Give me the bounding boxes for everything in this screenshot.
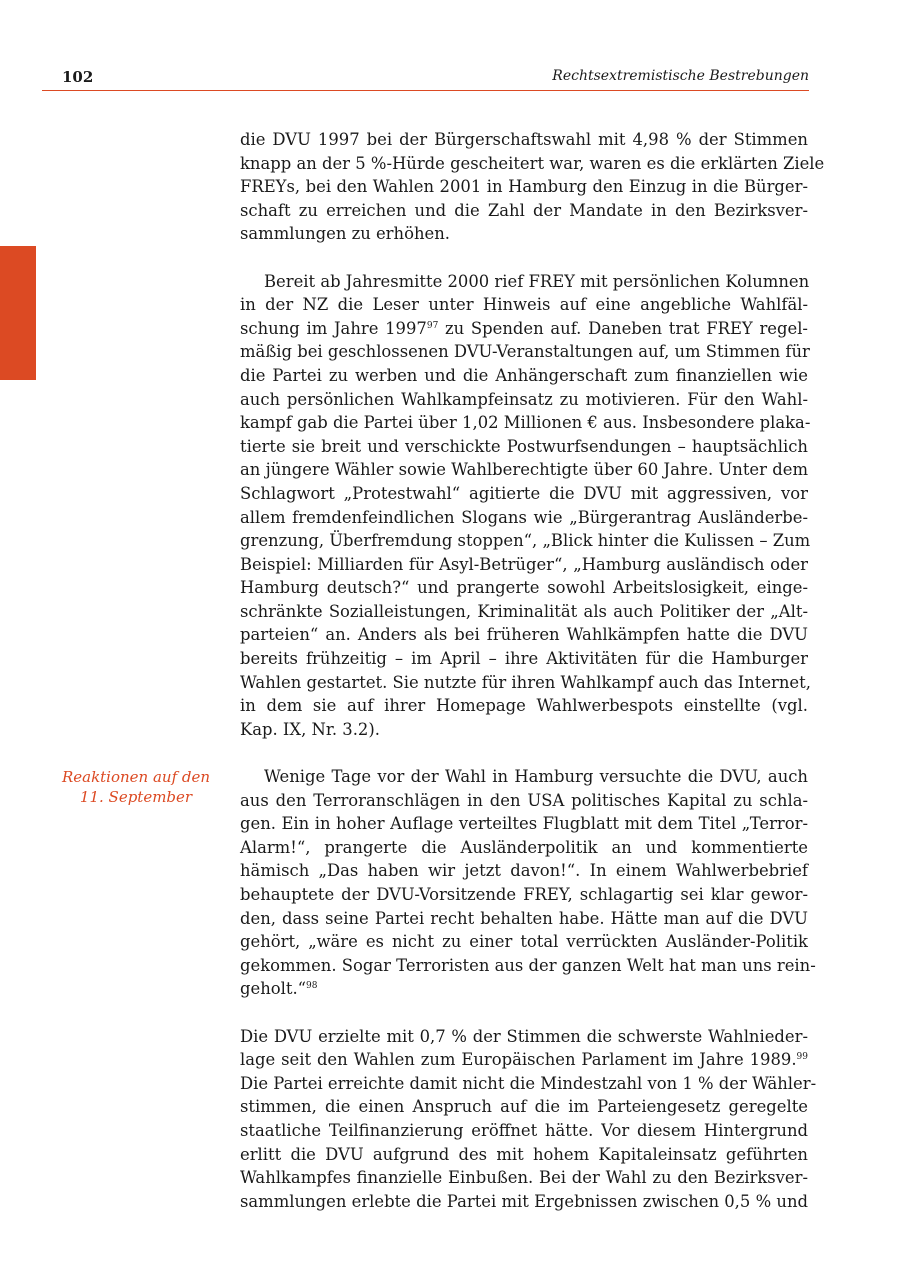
text-fragment: zu Spenden auf. Daneben trat FREY regel- bbox=[438, 318, 808, 338]
text-line: Die Partei erreichte damit nicht die Mindestzahl von 1 % der Wähler- bbox=[240, 1073, 817, 1093]
text-line: schaft zu erreichen und die Zahl der Mandate in den Bezirksver- bbox=[240, 200, 808, 220]
text-line: Alarm!“, prangerte die Ausländerpolitik an und kommentierte bbox=[240, 837, 808, 857]
text-line: erlitt die DVU aufgrund des mit hohem Kapitaleinsatz geführten bbox=[240, 1144, 808, 1164]
text-line: gehört, „wäre es nicht zu einer total verrückten Ausländer-Politik bbox=[240, 932, 808, 952]
header-rule bbox=[42, 90, 809, 91]
text-line: Schlagwort „Protestwahl“ agitierte die DVU mit aggressiven, vor bbox=[240, 483, 808, 503]
text-line: gen. Ein in hoher Auflage verteiltes Flugblatt mit dem Titel „Terror- bbox=[240, 814, 808, 834]
paragraph bbox=[240, 128, 825, 246]
text-line: tierte sie breit und verschickte Postwurfsendungen – hauptsächlich bbox=[240, 436, 808, 456]
text-line: in der NZ die Leser unter Hinweis auf eine angebliche Wahlfäl- bbox=[240, 295, 808, 315]
text-line: Wenige Tage vor der Wahl in Hamburg versuchte die DVU, auch bbox=[264, 767, 808, 787]
page-number: 102 bbox=[62, 68, 94, 86]
text-line bbox=[240, 1048, 808, 1072]
chapter-tab-marker bbox=[0, 246, 36, 380]
text-line: staatliche Teilfinanzierung eröffnet hätte. Vor diesem Hintergrund bbox=[240, 1120, 808, 1140]
text-line: Beispiel: Milliarden für Asyl-Betrüger“, „Hamburg ausländisch oder bbox=[240, 554, 808, 574]
text-line: an jüngere Wähler sowie Wahlberechtigte über 60 Jahre. Unter dem bbox=[240, 460, 808, 480]
margin-note bbox=[46, 767, 226, 807]
text-fragment: lage seit den Wahlen zum Europäischen Parlament im Jahre 1989. bbox=[240, 1050, 797, 1070]
text-line: hämisch „Das haben wir jetzt davon!“. In einem Wahlwerbebrief bbox=[240, 861, 808, 881]
margin-note-line: Reaktionen auf den bbox=[61, 768, 211, 786]
text-line: die Partei zu werben und die Anhängerschaft zum finanziellen wie bbox=[240, 365, 808, 385]
text-line: Wahlen gestartet. Sie nutzte für ihren Wahlkampf auch das Internet, bbox=[240, 672, 811, 692]
text-line: kampf gab die Partei über 1,02 Millionen € aus. Insbesondere plaka- bbox=[240, 413, 811, 433]
text-line: grenzung, Überfremdung stoppen“, „Blick hinter die Kulissen – Zum bbox=[240, 531, 811, 551]
text-line: in dem sie auf ihrer Homepage Wahlwerbespots einstellte (vgl. bbox=[240, 696, 808, 716]
text-line bbox=[240, 977, 808, 1001]
text-line: Die DVU erzielte mit 0,7 % der Stimmen die schwerste Wahlnieder- bbox=[240, 1026, 808, 1046]
text-line: aus den Terroranschlägen in den USA politisches Kapital zu schla- bbox=[240, 790, 808, 810]
running-title: Rechtsextremistische Bestrebungen bbox=[552, 68, 809, 84]
page-header bbox=[42, 66, 809, 91]
text-line: Hamburg deutsch?“ und prangerte sowohl Arbeitslosigkeit, einge- bbox=[240, 578, 808, 598]
paragraph bbox=[240, 1025, 817, 1214]
text-line bbox=[240, 317, 808, 341]
text-line: allem fremdenfeindlichen Slogans wie „Bürgerantrag Ausländerbe- bbox=[240, 507, 808, 527]
text-line: behauptete der DVU-Vorsitzende FREY, schlagartig sei klar gewor- bbox=[240, 885, 808, 904]
text-line: auch persönlichen Wahlkampfeinsatz zu motivieren. Für den Wahl- bbox=[240, 389, 808, 409]
text-line: Bereit ab Jahresmitte 2000 rief FREY mit persönlichen Kolumnen bbox=[264, 271, 810, 291]
text-line: FREYs, bei den Wahlen 2001 in Hamburg den Einzug in die Bürger- bbox=[240, 177, 808, 197]
text-line: bereits frühzeitig – im April – ihre Aktivitäten für die Hamburger bbox=[240, 649, 808, 669]
text-fragment: schung im Jahre 1997 bbox=[240, 318, 427, 338]
text-line: knapp an der 5 %-Hürde gescheitert war, waren es die erklärten Ziele bbox=[240, 153, 825, 173]
paragraph bbox=[240, 270, 811, 742]
text-line: Kap. IX, Nr. 3.2). bbox=[240, 719, 380, 739]
text-line: den, dass seine Partei recht behalten habe. Hätte man auf die DVU bbox=[240, 908, 808, 928]
text-line: sammlungen erlebte die Partei mit Ergebnissen zwischen 0,5 % und bbox=[240, 1191, 808, 1211]
footnote-ref: 97 bbox=[426, 320, 439, 331]
text-line: Wahlkampfes finanzielle Einbußen. Bei der Wahl zu den Bezirksver- bbox=[240, 1168, 808, 1188]
text-line: mäßig bei geschlossenen DVU-Veranstaltungen auf, um Stimmen für bbox=[240, 342, 810, 362]
text-line: die DVU 1997 bei der Bürgerschaftswahl mit 4,98 % der Stimmen bbox=[240, 130, 808, 149]
text-line: sammlungen zu erhöhen. bbox=[240, 224, 450, 244]
text-line: schränkte Sozialleistungen, Kriminalität als auch Politiker der „Alt- bbox=[240, 601, 808, 621]
text-line: stimmen, die einen Anspruch auf die im Parteiengesetz geregelte bbox=[240, 1097, 808, 1117]
text-fragment: geholt.“ bbox=[240, 979, 307, 999]
footnote-ref: 98 bbox=[306, 981, 318, 992]
paragraph bbox=[240, 765, 816, 1001]
margin-note-line: 11. September bbox=[79, 788, 193, 806]
footnote-ref: 99 bbox=[796, 1052, 808, 1063]
text-line: parteien“ an. Anders als bei früheren Wahlkämpfen hatte die DVU bbox=[240, 625, 808, 645]
text-line: gekommen. Sogar Terroristen aus der ganzen Welt hat man uns rein- bbox=[240, 955, 816, 975]
body-text bbox=[240, 128, 825, 1213]
